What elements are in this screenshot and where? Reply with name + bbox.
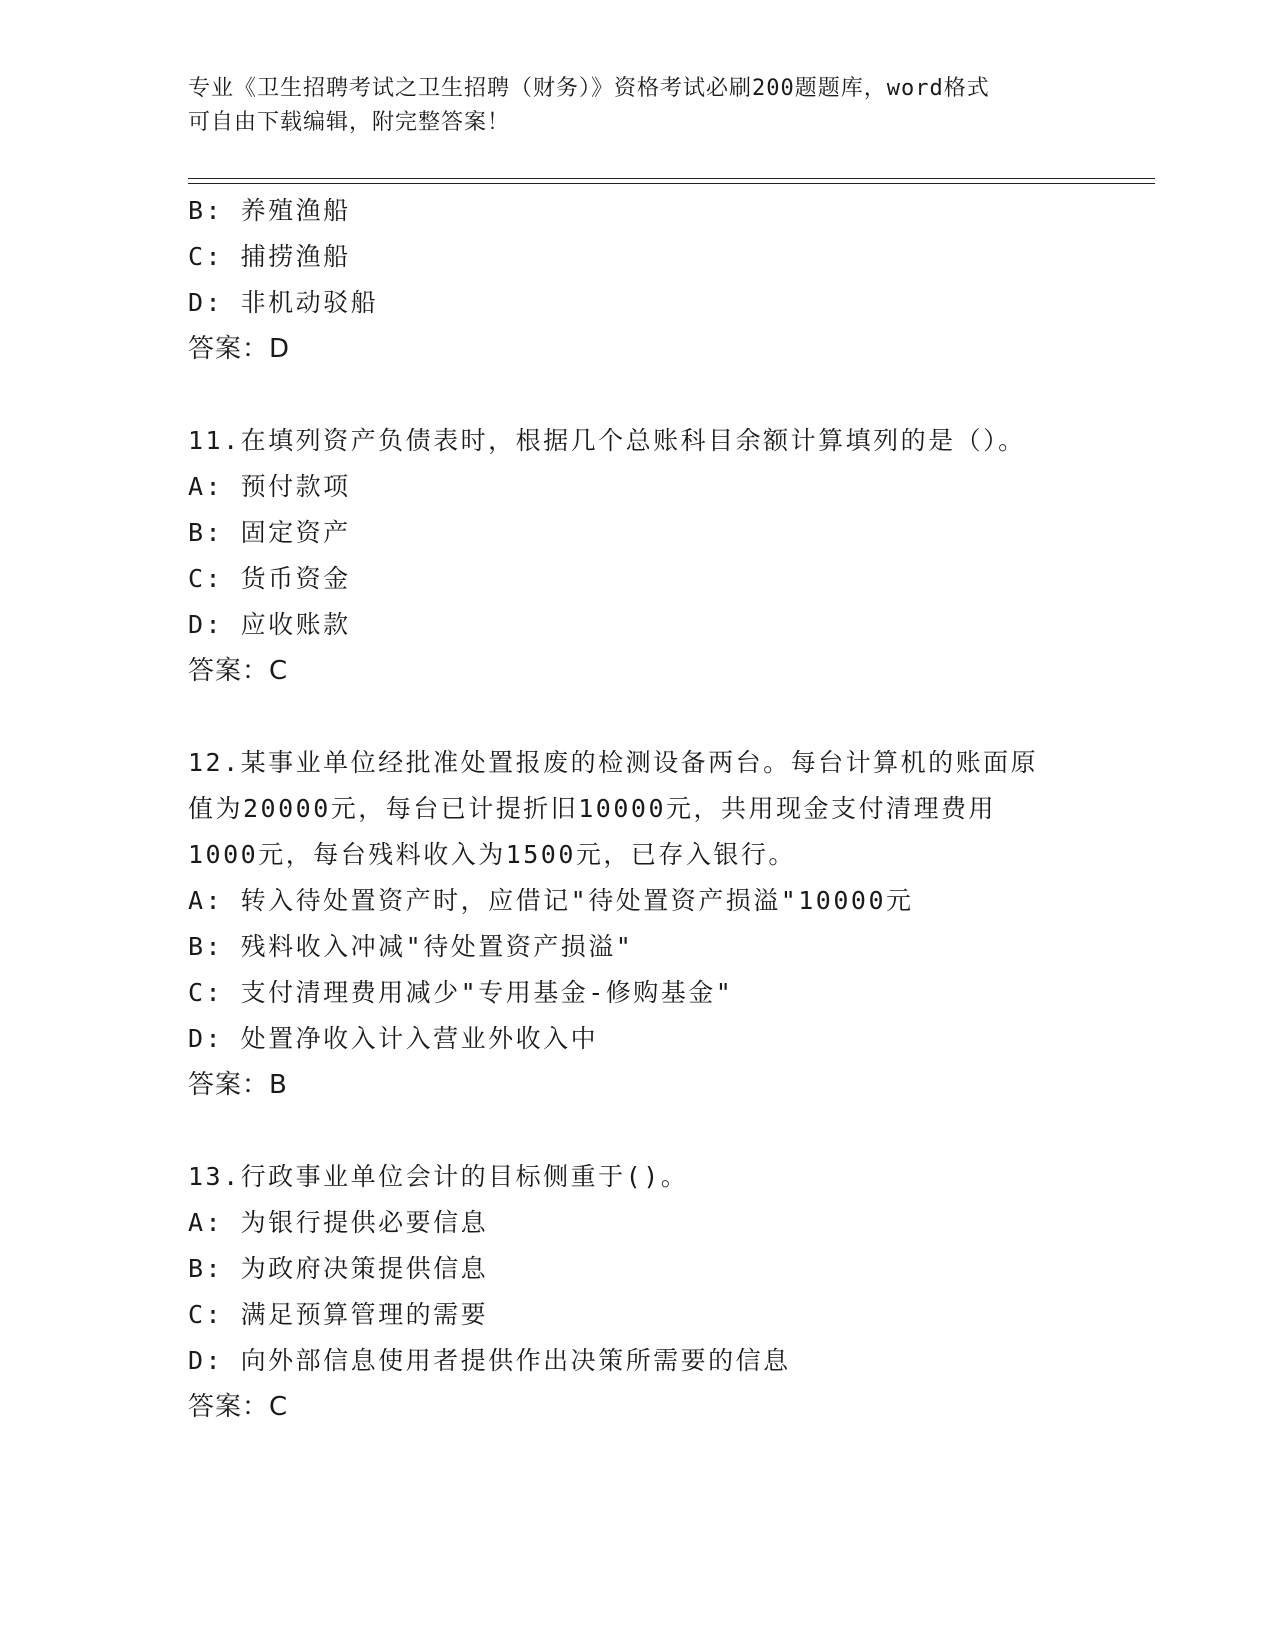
option-b: B: 固定资产 [188,518,351,547]
option-b: B: 养殖渔船 [188,196,351,225]
header-divider-top [188,178,1155,179]
answer: 答案：C [188,1392,289,1422]
option-d: D: 处置净收入计入营业外收入中 [188,1024,599,1053]
option-d: D: 向外部信息使用者提供作出决策所需要的信息 [188,1346,791,1375]
question-stem: 11.在填列资产负债表时，根据几个总账科目余额计算填列的是（）。 [188,426,1026,455]
header-line-1: 专业《卫生招聘考试之卫生招聘（财务）》资格考试必刷200题题库，word格式 [188,76,990,101]
option-c: C: 捕捞渔船 [188,242,351,271]
question-stem-line-1: 12.某事业单位经批准处置报废的检测设备两台。每台计算机的账面原 [188,748,1039,777]
question-stem-line-3: 1000元，每台残料收入为1500元，已存入银行。 [188,840,796,869]
question-stem-line-2: 值为20000元，每台已计提折旧10000元，共用现金支付清理费用 [188,794,997,823]
answer: 答案：D [188,334,291,364]
option-c: C: 满足预算管理的需要 [188,1300,489,1329]
option-a: A: 转入待处置资产时，应借记"待处置资产损溢"10000元 [188,886,914,915]
question-10-continued [188,188,1138,372]
option-a: A: 预付款项 [188,472,351,501]
option-b: B: 为政府决策提供信息 [188,1254,489,1283]
answer: 答案：B [188,1070,288,1100]
option-a: A: 为银行提供必要信息 [188,1208,489,1237]
header-divider-bottom [188,183,1155,184]
option-c: C: 支付清理费用减少"专用基金-修购基金" [188,978,734,1007]
option-b: B: 残料收入冲减"待处置资产损溢" [188,932,634,961]
answer: 答案：C [188,656,289,686]
option-d: D: 应收账款 [188,610,351,639]
question-stem: 13.行政事业单位会计的目标侧重于()。 [188,1162,689,1191]
question-list [188,188,1138,1430]
header-line-2: 可自由下载编辑，附完整答案！ [188,110,511,135]
question-13 [188,1154,1138,1430]
option-d: D: 非机动驳船 [188,288,379,317]
document-header [188,72,1088,140]
option-c: C: 货币资金 [188,564,351,593]
question-12 [188,740,1138,1108]
question-11 [188,418,1138,694]
